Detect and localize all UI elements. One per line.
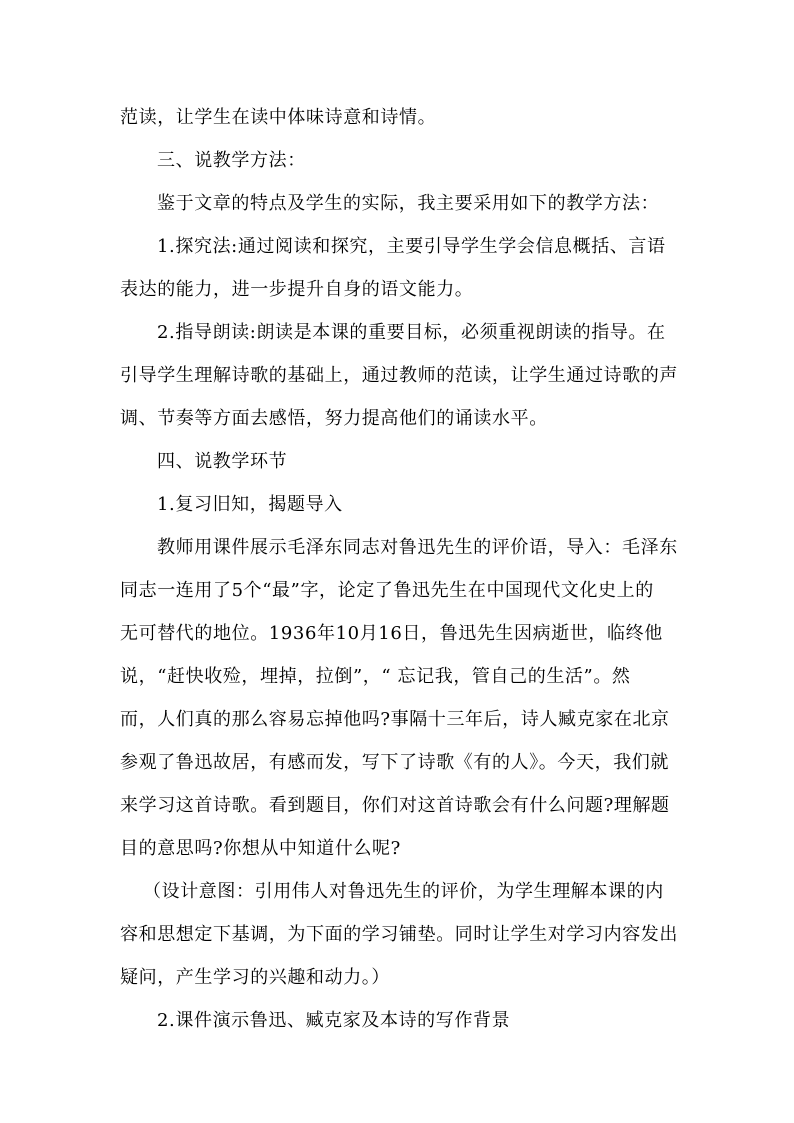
text-line: 无可替代的地位。1936年10月16日，鲁迅先生因病逝世，临终他 — [120, 623, 663, 644]
text-line: 引导学生理解诗歌的基础上，通过教师的范读，让学生通过诗歌的声 — [120, 365, 678, 386]
text-line: 2.指导朗读:朗读是本课的重要目标，必须重视朗读的指导。在 — [157, 322, 666, 343]
text-line: 疑问，产生学习的兴趣和动力。） — [120, 967, 390, 988]
subsection-heading: 2.课件演示鲁迅、臧克家及本诗的写作背景 — [157, 1010, 511, 1031]
design-intent-note: （设计意图：引用伟人对鲁迅先生的评价，为学生理解本课的内 — [143, 881, 664, 902]
text-line: 目的意思吗?你想从中知道什么呢? — [120, 838, 401, 859]
text-line: 来学习这首诗歌。看到题目，你们对这首诗歌会有什么问题?理解题 — [120, 795, 670, 816]
text-line: 1.探究法:通过阅读和探究，主要引导学生学会信息概括、言语 — [157, 236, 666, 257]
section-heading: 三、说教学方法： — [157, 150, 306, 171]
text-line: 而，人们真的那么容易忘掉他吗?事隔十三年后，诗人臧克家在北京 — [120, 709, 670, 730]
section-heading: 四、说教学环节 — [157, 451, 288, 472]
text-line: 调、节奏等方面去感悟，努力提高他们的诵读水平。 — [120, 408, 548, 429]
text-line: 表达的能力，进一步提升自身的语文能力。 — [120, 279, 474, 300]
text-line: 同志一连用了5个“最”字，论定了鲁迅先生在中国现代文化史上的 — [120, 580, 654, 601]
text-line: 说，“赶快收殓，埋掉，拉倒”，“ 忘记我，管自己的生活”。然 — [120, 666, 631, 687]
text-line: 参观了鲁迅故居，有感而发，写下了诗歌《有的人》。今天，我们就 — [120, 752, 669, 773]
subsection-heading: 1.复习旧知，揭题导入 — [157, 494, 343, 515]
text-line: 教师用课件展示毛泽东同志对鲁迅先生的评价语，导入：毛泽东 — [157, 537, 678, 558]
text-line: 范读，让学生在读中体味诗意和诗情。 — [120, 107, 437, 128]
text-line: 容和思想定下基调，为下面的学习铺垫。同时让学生对学习内容发出 — [120, 924, 678, 945]
text-line: 鉴于文章的特点及学生的实际，我主要采用如下的教学方法： — [157, 193, 660, 214]
